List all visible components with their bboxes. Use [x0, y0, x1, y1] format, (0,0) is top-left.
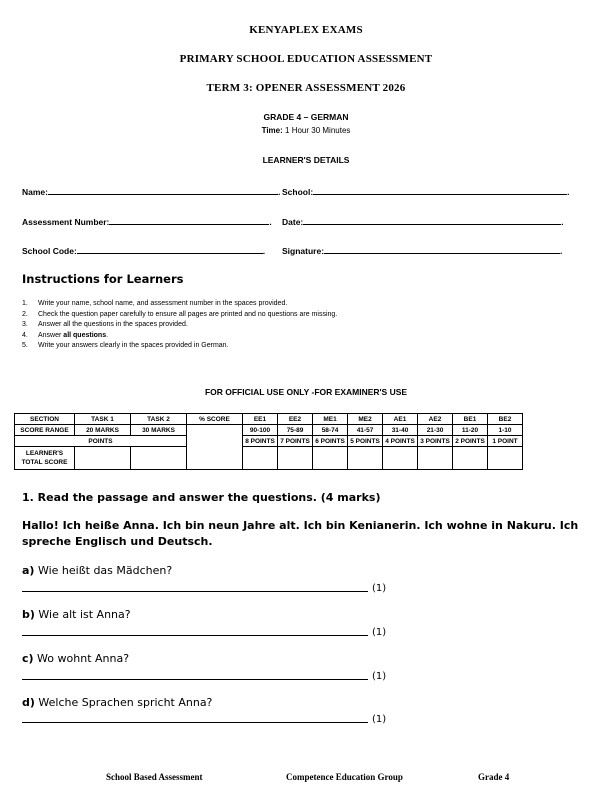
question-b: b) Wie alt ist Anna? [22, 608, 131, 621]
header-cell: % SCORE [187, 414, 243, 425]
official-use-heading: FOR OFFICIAL USE ONLY -FOR EXAMINER'S USE [204, 387, 408, 397]
time-label: Time: [261, 126, 283, 135]
footer-left: School Based Assessment [106, 772, 203, 782]
instruction-item: 5. Write your answers clearly in the spaces provided in German. [22, 342, 229, 349]
school-line[interactable] [313, 186, 567, 195]
instruction-item: 3. Answer all the questions in the spaces provided. [22, 321, 188, 328]
question-c: c) Wo wohnt Anna? [22, 652, 130, 665]
task1-score-input[interactable] [75, 447, 131, 470]
score-input[interactable] [313, 447, 348, 470]
points-cell: 3 POINTS [418, 436, 453, 447]
section-1-title: 1. Read the passage and answer the questions. (4 marks) [22, 491, 381, 504]
answer-line-c[interactable] [22, 679, 368, 680]
mark-d: (1) [372, 714, 387, 725]
question-d: d) Welche Sprachen spricht Anna? [22, 696, 213, 709]
score-range-label: SCORE RANGE [15, 425, 75, 436]
points-cell: 5 POINTS [348, 436, 383, 447]
header-cell: EE1 [243, 414, 278, 425]
task-marks-cell: 20 MARKS [75, 425, 131, 436]
header-cell: TASK 1 [75, 414, 131, 425]
score-input[interactable] [243, 447, 278, 470]
time-line [0, 126, 612, 135]
score-table [14, 413, 523, 470]
range-cell: 41-57 [348, 425, 383, 436]
term-title: TERM 3: OPENER ASSESSMENT 2026 [206, 82, 406, 94]
name-line[interactable] [48, 186, 278, 195]
signature-label: Signature: [282, 246, 325, 256]
table-row [15, 447, 523, 470]
school-code-line[interactable] [77, 245, 263, 254]
percent-score-cell[interactable] [187, 425, 243, 470]
header-cell: TASK 2 [131, 414, 187, 425]
signature-line[interactable] [324, 245, 560, 254]
header-cell: ME1 [313, 414, 348, 425]
range-cell: 31-40 [383, 425, 418, 436]
score-input[interactable] [418, 447, 453, 470]
assessment-number-field[interactable]: Assessment Number: . [22, 217, 272, 227]
score-input[interactable] [278, 447, 313, 470]
grade-subject: GRADE 4 – GERMAN [263, 112, 349, 122]
header-cell: ME2 [348, 414, 383, 425]
instruction-item: 2. Check the question paper carefully to ensure all pages are printed and no questions are missing. [22, 310, 338, 318]
mark-a: (1) [372, 583, 387, 594]
range-cell: 21-30 [418, 425, 453, 436]
points-cell: 1 POINT [488, 436, 523, 447]
date-label: Date: [282, 217, 304, 227]
range-cell: 75-89 [278, 425, 313, 436]
total-score-label: LEARNER'S TOTAL SCORE [15, 447, 75, 470]
instructions-title: Instructions for Learners [22, 272, 184, 286]
assessment-number-line[interactable] [109, 216, 269, 225]
points-cell: 7 POINTS [278, 436, 313, 447]
signature-field[interactable]: Signature: . [282, 246, 563, 256]
score-input[interactable] [488, 447, 523, 470]
name-label: Name: [22, 187, 48, 197]
points-cell: 4 POINTS [383, 436, 418, 447]
assessment-title: PRIMARY SCHOOL EDUCATION ASSESSMENT [179, 53, 433, 65]
points-cell: 8 POINTS [243, 436, 278, 447]
school-code-label: School Code: [22, 246, 77, 256]
answer-line-d[interactable] [22, 722, 368, 723]
range-cell: 11-20 [453, 425, 488, 436]
mark-b: (1) [372, 627, 387, 638]
assessment-number-label: Assessment Number: [22, 217, 110, 227]
date-field[interactable]: Date: . [282, 217, 564, 227]
header-cell: SECTION [15, 414, 75, 425]
range-cell: 90-100 [243, 425, 278, 436]
instruction-item: 1. Write your name, school name, and assessment number in the spaces provided. [22, 300, 288, 307]
score-input[interactable] [348, 447, 383, 470]
range-cell: 58-74 [313, 425, 348, 436]
answer-line-b[interactable] [22, 635, 368, 636]
name-field[interactable]: Name: . [22, 187, 281, 197]
table-row [15, 425, 523, 436]
school-label: School: [282, 187, 314, 197]
table-row [15, 414, 523, 425]
task2-score-input[interactable] [131, 447, 187, 470]
school-field[interactable]: School: . [282, 187, 570, 197]
instruction-item: 4. Answer all questions. [22, 331, 109, 339]
time-value: 1 Hour 30 Minutes [285, 126, 351, 135]
reading-passage: Hallo! Ich heiße Anna. Ich bin neun Jahre alt. Ich bin Kenianerin. Ich wohne in Nakuru. Ich spreche Englisch und Deutsch. [22, 519, 579, 548]
school-code-field[interactable]: School Code: . [22, 246, 266, 256]
header-cell: BE1 [453, 414, 488, 425]
points-cell: 2 POINTS [453, 436, 488, 447]
points-cell: 6 POINTS [313, 436, 348, 447]
mark-c: (1) [372, 671, 387, 682]
table-row [15, 436, 523, 447]
answer-line-a[interactable] [22, 591, 368, 592]
footer-center: Competence Education Group [286, 772, 403, 782]
date-line[interactable] [303, 216, 561, 225]
instructions-list [22, 299, 337, 352]
header-cell: AE1 [383, 414, 418, 425]
task-marks-cell: 30 MARKS [131, 425, 187, 436]
footer-right: Grade 4 [478, 772, 510, 782]
learner-details-heading: LEARNER'S DETAILS [262, 155, 350, 165]
header-cell: AE2 [418, 414, 453, 425]
points-label: POINTS [15, 436, 187, 447]
header-cell: BE2 [488, 414, 523, 425]
exam-body-title: KENYAPLEX EXAMS [249, 24, 363, 36]
score-input[interactable] [383, 447, 418, 470]
question-a: a) Wie heißt das Mädchen? [22, 564, 173, 577]
range-cell: 1-10 [488, 425, 523, 436]
header-cell: EE2 [278, 414, 313, 425]
score-input[interactable] [453, 447, 488, 470]
